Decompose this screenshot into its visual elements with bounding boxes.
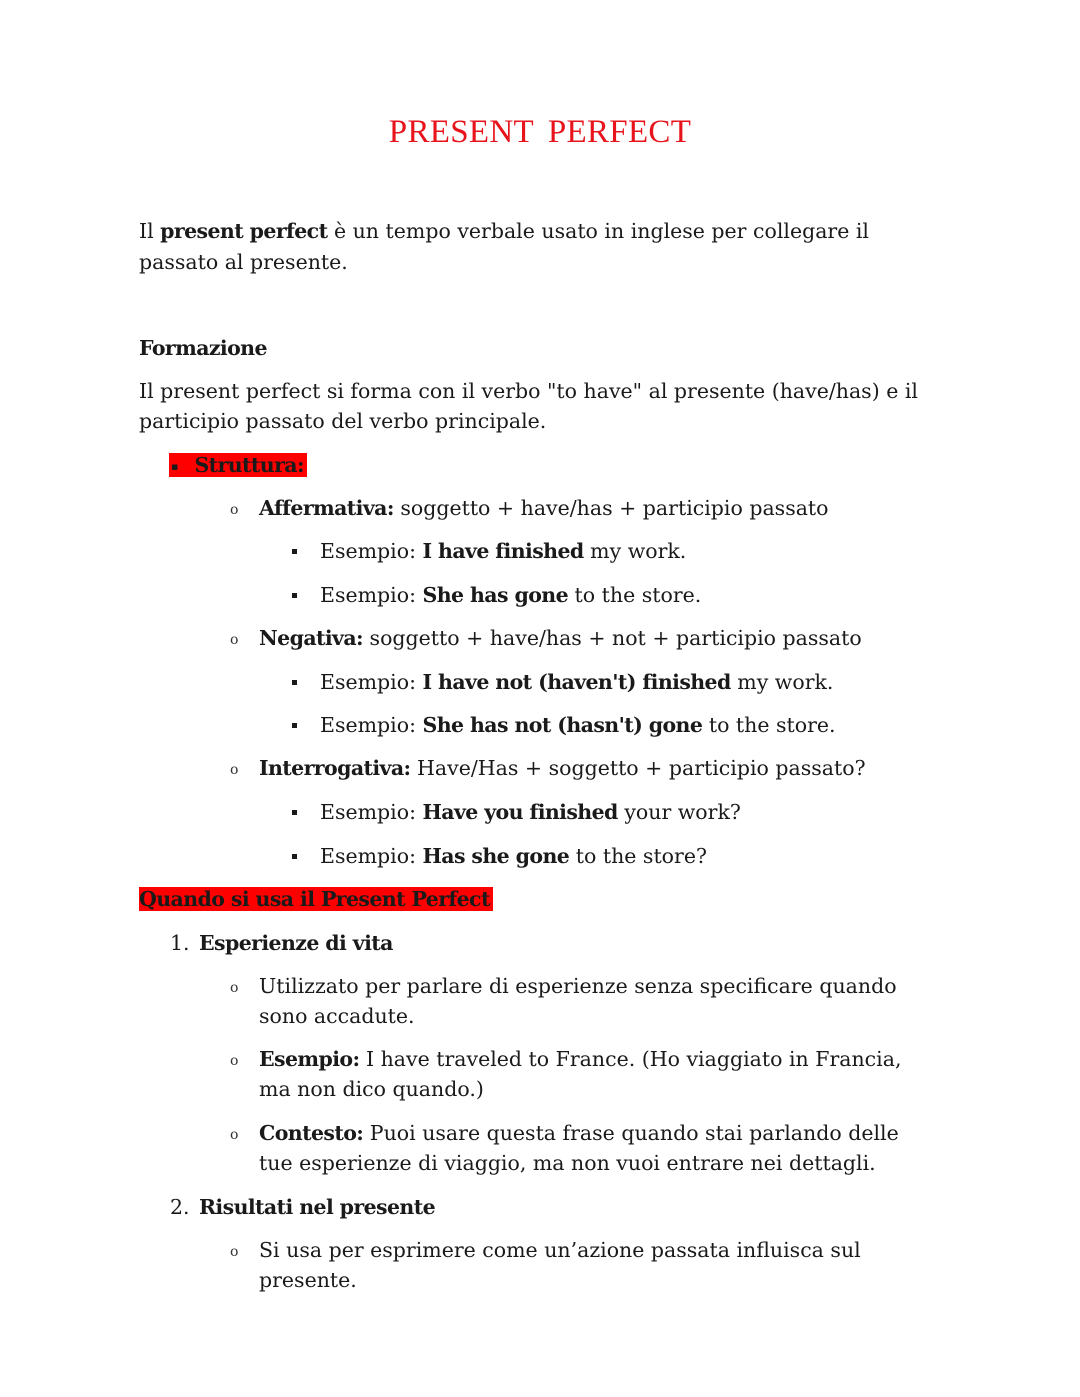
square-bullet <box>292 549 297 554</box>
circle-bullet: o <box>230 502 239 518</box>
square-bullet <box>292 723 297 728</box>
example-row <box>320 536 686 566</box>
intro-line-2: passato al presente. <box>139 250 348 274</box>
section-bullet-line-2: ma non dico quando.) <box>259 1077 484 1101</box>
section-title: Esperienze di vita <box>199 931 393 955</box>
section-bullet-line-1 <box>259 971 897 1001</box>
bullet-text: Puoi usare questa frase quando stai parlando delle <box>363 1121 899 1145</box>
negativa-row <box>259 623 862 653</box>
quando-row <box>139 884 493 914</box>
example-row <box>320 710 836 740</box>
example-post: to the store. <box>568 583 702 607</box>
intro-post: è un tempo verbale usato in inglese per collegare il <box>327 219 869 243</box>
square-bullet <box>292 854 297 859</box>
affermativa-row <box>259 493 829 523</box>
example-post: your work? <box>617 800 741 824</box>
example-pre: Esempio: <box>320 800 423 824</box>
circle-bullet: o <box>230 980 239 996</box>
negativa-label: Negativa: <box>259 626 364 650</box>
example-post: my work. <box>583 539 687 563</box>
example-bold: Has she gone <box>422 844 570 868</box>
intro-bold: present perfect <box>160 219 328 243</box>
example-post: to the store? <box>569 844 707 868</box>
bullet-label: Esempio: <box>259 1047 360 1071</box>
interrogativa-label: Interrogativa: <box>259 756 411 780</box>
example-pre: Esempio: <box>320 539 423 563</box>
bullet-text: Si usa per esprimere come un’azione passata influisca sul <box>259 1238 861 1262</box>
section-bullet-line-1 <box>259 1118 899 1148</box>
affermativa-text: soggetto + have/has + participio passato <box>393 496 829 520</box>
example-pre: Esempio: <box>320 670 423 694</box>
circle-bullet: o <box>230 762 239 778</box>
formazione-line-2: participio passato del verbo principale. <box>139 409 547 433</box>
section-bullet-line-2: presente. <box>259 1268 357 1292</box>
bullet-text: Utilizzato per parlare di esperienze senza specificare quando <box>259 974 897 998</box>
formazione-heading: Formazione <box>139 336 267 360</box>
example-row <box>320 797 741 827</box>
struttura-bullet: ▪ <box>171 459 179 473</box>
example-row <box>320 580 701 610</box>
circle-bullet: o <box>230 632 239 648</box>
circle-bullet: o <box>230 1127 239 1143</box>
example-bold: She has not (hasn't) gone <box>422 713 703 737</box>
page-title: PRESENT PERFECT <box>388 114 692 150</box>
example-pre: Esempio: <box>320 844 423 868</box>
section-bullet-line-2: sono accadute. <box>259 1004 415 1028</box>
example-bold: I have finished <box>422 539 584 563</box>
example-row <box>320 667 833 697</box>
example-pre: Esempio: <box>320 713 423 737</box>
example-pre: Esempio: <box>320 583 423 607</box>
example-post: to the store. <box>702 713 836 737</box>
intro-line-1 <box>139 216 869 246</box>
interrogativa-row <box>259 753 866 783</box>
affermativa-label: Affermativa: <box>259 496 394 520</box>
square-bullet <box>292 810 297 815</box>
circle-bullet: o <box>230 1244 239 1260</box>
example-row <box>320 841 707 871</box>
section-number: 2. <box>170 1195 190 1219</box>
circle-bullet: o <box>230 1053 239 1069</box>
intro-pre: Il <box>139 219 161 243</box>
example-post: my work. <box>730 670 834 694</box>
square-bullet <box>292 593 297 598</box>
quando-heading: Quando si usa il Present Perfect <box>139 887 493 911</box>
negativa-text: soggetto + have/has + not + participio passato <box>363 626 862 650</box>
interrogativa-text: Have/Has + soggetto + participio passato? <box>410 756 866 780</box>
bullet-label: Contesto: <box>259 1121 364 1145</box>
example-bold: She has gone <box>422 583 569 607</box>
section-bullet-line-2: tue esperienze di viaggio, ma non vuoi entrare nei dettagli. <box>259 1151 876 1175</box>
section-number: 1. <box>170 931 190 955</box>
struttura-label: Struttura: <box>194 453 304 477</box>
square-bullet <box>292 680 297 685</box>
struttura-highlight <box>169 453 307 477</box>
bullet-text: I have traveled to France. (Ho viaggiato in Francia, <box>359 1047 902 1071</box>
section-bullet-line-1 <box>259 1235 861 1265</box>
section-title: Risultati nel presente <box>199 1195 436 1219</box>
section-bullet-line-1 <box>259 1044 901 1074</box>
struttura-row <box>169 450 307 482</box>
example-bold: Have you finished <box>422 800 618 824</box>
formazione-line-1: Il present perfect si forma con il verbo "to have" al presente (have/has) e il <box>139 379 918 403</box>
example-bold: I have not (haven't) finished <box>422 670 731 694</box>
